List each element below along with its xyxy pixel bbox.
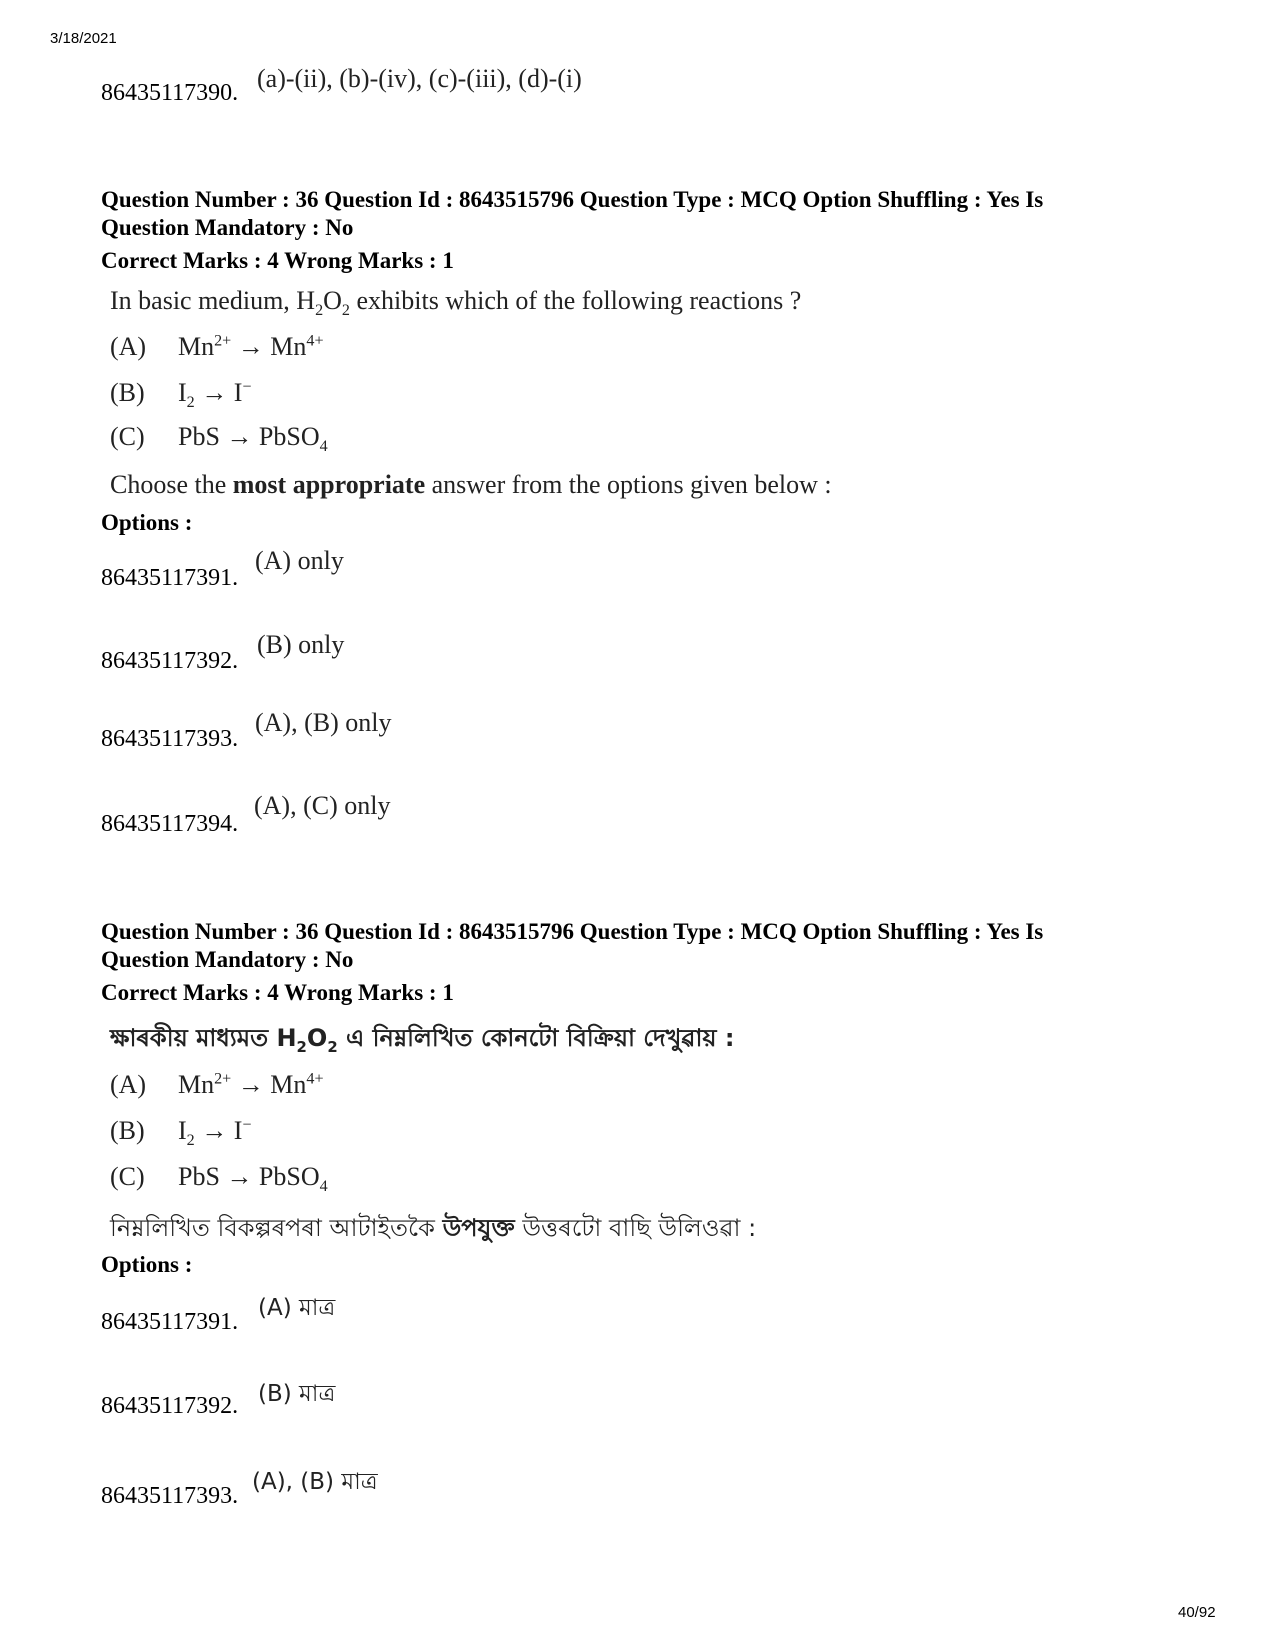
reaction-item-b: (B) $I_2 \to I^-$ xyxy=(110,1116,252,1150)
option-text: (A) মাত্ৰ xyxy=(258,1295,336,1321)
option-text: (B) মাত্ৰ xyxy=(258,1381,336,1407)
reaction-item-c: (C) PbS → PbSO$_4$ xyxy=(110,422,328,456)
option-id: 86435117390. xyxy=(101,80,239,106)
option-id: 86435117394. xyxy=(101,811,239,837)
choose-instruction: নিম্নলিখিত বিকল্পৰপৰা আটাইতকৈ উপযুক্ত উত্তৰটো বাছি উলিওৱা : xyxy=(110,1214,757,1242)
print-date: 3/18/2021 xyxy=(50,30,117,47)
option-text: (A), (C) only xyxy=(254,791,391,820)
reaction-item-b: (B) $I_2 \to I^-$ xyxy=(110,378,252,412)
question-marks: Correct Marks : 4 Wrong Marks : 1 xyxy=(101,980,454,1005)
reaction-item-a: (A) $Mn^{2+} \to Mn^{4+}$ xyxy=(110,332,324,361)
option-text: (B) only xyxy=(257,630,345,659)
reaction-item-a: (A) $Mn^{2+} \to Mn^{4+}$ xyxy=(110,1070,324,1099)
option-text: (A), (B) মাত্ৰ xyxy=(252,1469,378,1495)
question-header-line2: Question Mandatory : No xyxy=(101,947,354,972)
options-label: Options : xyxy=(101,1252,193,1277)
question-stem: In basic medium, $H_2O_2$ exhibits which of the following reactions ? xyxy=(110,286,802,320)
page-number: 40/92 xyxy=(1178,1604,1216,1621)
option-id: 86435117393. xyxy=(101,1483,239,1509)
question-stem: ক্ষাৰকীয় মাধ্যমত $H_2O_2$ এ নিম্নলিখিত কোনটো বিক্ৰিয়া দেখুৱায় : xyxy=(110,1024,735,1056)
question-header xyxy=(101,918,1181,974)
question-marks: Correct Marks : 4 Wrong Marks : 1 xyxy=(101,248,454,273)
question-header-line2: Question Mandatory : No xyxy=(101,215,354,240)
option-text: (a)-(ii), (b)-(iv), (c)-(iii), (d)-(i) xyxy=(257,64,582,93)
option-id: 86435117393. xyxy=(101,726,239,752)
reaction-item-c: (C) PbS → PbSO$_4$ xyxy=(110,1162,328,1196)
option-text: (A), (B) only xyxy=(255,708,392,737)
option-id: 86435117392. xyxy=(101,1393,239,1419)
question-header xyxy=(101,186,1181,242)
option-id: 86435117391. xyxy=(101,565,239,591)
question-header-line1: Question Number : 36 Question Id : 8643515796 Question Type : MCQ Option Shuffling : Yes Is xyxy=(101,919,1044,944)
option-text: (A) only xyxy=(255,546,344,575)
option-id: 86435117391. xyxy=(101,1309,239,1335)
option-id: 86435117392. xyxy=(101,648,239,674)
options-label: Options : xyxy=(101,510,193,535)
choose-instruction: Choose the most appropriate answer from the options given below : xyxy=(110,470,832,499)
question-header-line1: Question Number : 36 Question Id : 8643515796 Question Type : MCQ Option Shuffling : Yes Is xyxy=(101,187,1044,212)
